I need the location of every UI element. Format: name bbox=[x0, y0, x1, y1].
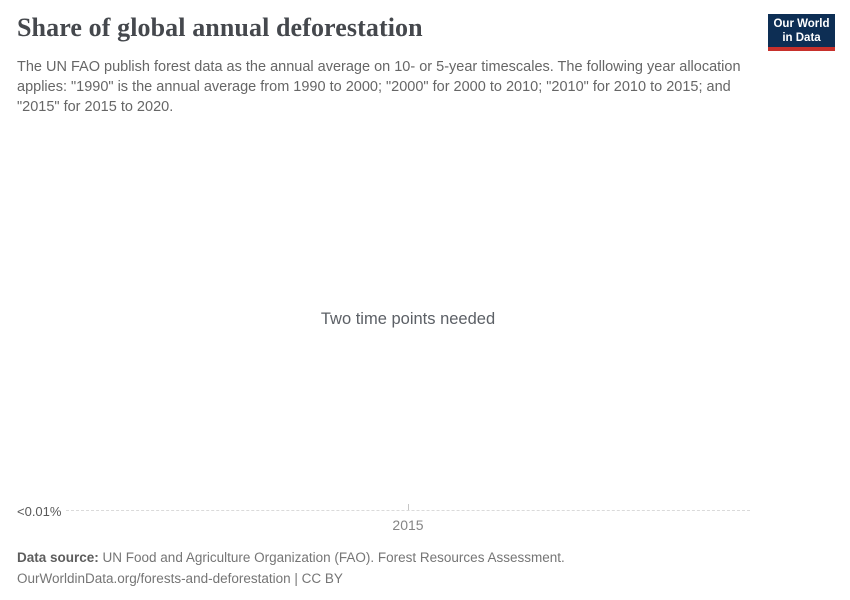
data-source-text: UN Food and Agriculture Organization (FAO). Forest Resources Assessment. bbox=[98, 550, 565, 565]
x-axis-tick-label: 2015 bbox=[392, 517, 424, 533]
x-axis-tick bbox=[408, 504, 409, 510]
chart-subtitle: The UN FAO publish forest data as the annual average on 10- or 5-year timescales. The following year allocation applies: "1990" is the annual average from 1990 to 2000; "2000" for 2000 to 2010; "2010" for 2010 to 2015; and "2015" for 2015 to 2020. bbox=[17, 59, 741, 115]
owid-logo-line2: in Data bbox=[782, 32, 821, 44]
attribution-line bbox=[17, 568, 565, 589]
y-axis-min-label: <0.01% bbox=[17, 504, 62, 519]
page-title: Share of global annual deforestation bbox=[17, 13, 423, 42]
owid-logo[interactable] bbox=[768, 14, 835, 51]
owid-url-link[interactable]: OurWorldinData.org/forests-and-deforestation bbox=[17, 571, 291, 586]
data-source-label: Data source: bbox=[17, 550, 99, 565]
data-source-line bbox=[17, 547, 565, 568]
license-label: CC BY bbox=[301, 571, 343, 586]
empty-chart-message: Two time points needed bbox=[320, 310, 496, 328]
x-axis-line bbox=[66, 510, 750, 511]
owid-logo-line1: Our World bbox=[773, 18, 830, 30]
chart-footer bbox=[17, 547, 565, 589]
footer-separator: | bbox=[290, 571, 302, 586]
